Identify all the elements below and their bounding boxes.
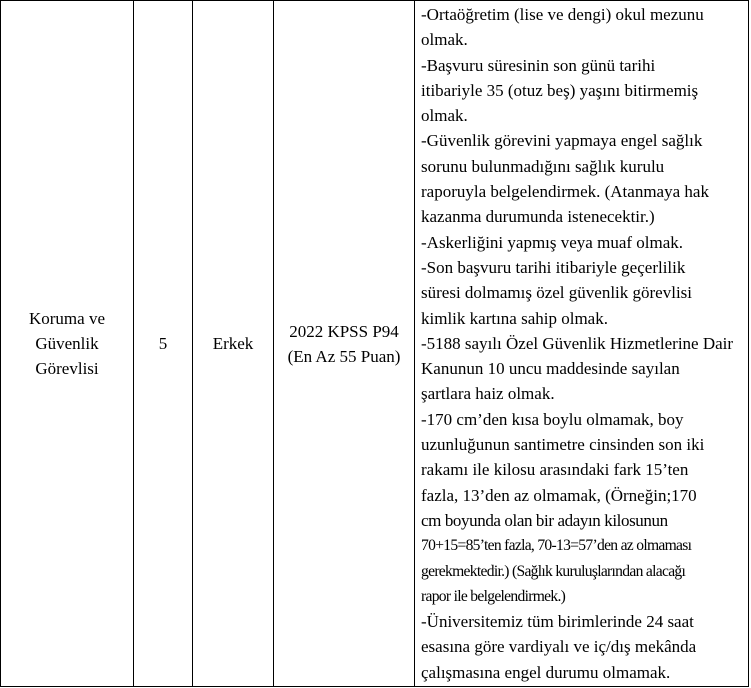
table-row [1, 1, 749, 687]
requirement-line: olmak. [421, 106, 468, 126]
exam-cell [274, 1, 415, 687]
count-value: 5 [158, 334, 168, 353]
requirement-line: sorunu bulunmadığını sağlık kurulu [421, 156, 665, 176]
requirement-line: gerekmektedir.) (Sağlık kuruluşlarından alacağı [421, 562, 686, 580]
requirement-line: şartlara haiz olmak. [421, 384, 555, 404]
requirement-line: -Güvenlik görevini yapmaya engel sağlık [421, 131, 703, 151]
count-cell [134, 1, 193, 687]
requirement-line: rapor ile belgelendirmek.) [421, 587, 566, 605]
requirement-line: esasına göre vardiyalı ve iç/dış mekânda [421, 637, 697, 657]
gender-cell [193, 1, 274, 687]
requirement-line: kazanma durumunda istenecektir.) [421, 207, 655, 227]
exam-line-2: (En Az 55 Puan) [287, 346, 401, 366]
requirement-line: -Askerliğini yapmış veya muaf olmak. [421, 232, 684, 252]
requirements-cell [415, 1, 749, 687]
gender-value: Erkek [212, 334, 254, 353]
requirement-line: -Başvuru süresinin son günü tarihi [421, 55, 656, 75]
position-cell [1, 1, 134, 687]
requirement-line: -170 cm’den kısa boylu olmamak, boy [421, 409, 684, 429]
requirement-line: kimlik kartına sahip olmak. [421, 308, 608, 328]
position-line-1: Koruma ve [28, 309, 105, 328]
requirement-line: cm boyunda olan bir adayın kilosunun [421, 510, 668, 530]
requirement-line: süresi dolmamış özel güvenlik görevlisi [421, 283, 693, 303]
requirement-line: -5188 sayılı Özel Güvenlik Hizmetlerine Dair [421, 333, 734, 353]
requirement-line: uzunluğunun santimetre cinsinden son iki [421, 435, 705, 455]
requirement-line: olmak. [421, 30, 468, 50]
requirement-line: raporuyla belgelendirmek. (Atanmaya hak [421, 182, 709, 202]
requirement-line: -Ortaöğretim (lise ve dengi) okul mezunu [421, 5, 704, 24]
requirement-line: -Son başvuru tarihi itibariyle geçerlilik [421, 257, 686, 277]
position-line-3: Görevlisi [35, 359, 99, 378]
requirement-line: çalışmasına engel durumu olmamak. [421, 662, 671, 682]
requirement-line: fazla, 13’den az olmamak, (Örneğin;170 [421, 485, 697, 505]
requirement-line: 70+15=85’ten fazla, 70-13=57’den az olmaması [421, 537, 692, 555]
requirement-line: Kanunun 10 uncu maddesinde sayılan [421, 359, 680, 379]
requirement-line: itibariyle 35 (otuz beş) yaşını bitirmemiş [421, 80, 699, 100]
position-line-2: Güvenlik [35, 334, 99, 353]
requirement-line: rakamı ile kilosu arasındaki fark 15’ten [421, 460, 689, 480]
requirement-line: -Üniversitemiz tüm birimlerinde 24 saat [421, 612, 694, 632]
exam-line-1: 2022 KPSS P94 [289, 321, 399, 341]
